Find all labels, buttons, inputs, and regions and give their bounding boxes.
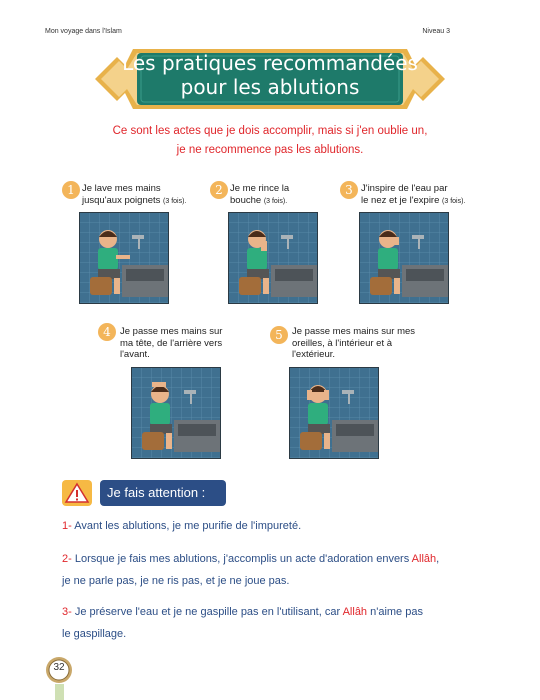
step-number-1: 1 xyxy=(62,181,80,199)
step-3-line-2: le nez et je l'expire xyxy=(361,194,440,206)
rule-3-text-end: n'aime pas xyxy=(367,606,423,618)
intro-line-2: je ne recommence pas les ablutions. xyxy=(176,144,364,156)
step-3-illustration xyxy=(359,212,449,304)
title-line-2: pour les ablutions xyxy=(180,75,360,99)
step-5-illustration xyxy=(289,367,379,459)
rule-3-text: Je préserve l'eau et je ne gaspille pas en l'utilisant, car xyxy=(71,606,343,618)
attention-heading: Je fais attention : xyxy=(100,480,226,506)
step-3-note: (3 fois). xyxy=(442,197,466,205)
step-5-line-2: oreilles, à l'intérieur et à xyxy=(292,337,393,349)
step-text-2 xyxy=(230,183,340,207)
step-1-line-1: Je lave mes mains xyxy=(82,183,161,194)
rule-2 xyxy=(62,548,482,592)
step-text-1 xyxy=(82,183,202,207)
step-4-line-2: ma tête, de l'arrière vers xyxy=(120,337,223,349)
rule-1 xyxy=(62,515,482,537)
rule-3 xyxy=(62,601,482,645)
step-2-line-1: Je me rince la xyxy=(230,183,290,194)
rule-3-index: 3- xyxy=(62,606,72,618)
step-number-3: 3 xyxy=(340,181,358,199)
step-1-note: (3 fois). xyxy=(163,197,187,205)
step-3-line-1: J'inspire de l'eau par xyxy=(361,183,448,194)
title-banner xyxy=(95,43,445,115)
step-number-4: 4 xyxy=(98,323,116,341)
step-text-3 xyxy=(361,183,491,207)
step-number-2: 2 xyxy=(210,181,228,199)
step-2-line-2: bouche xyxy=(230,194,262,206)
rule-3-line-2: le gaspillage. xyxy=(62,628,127,640)
step-4-line-1: Je passe mes mains sur xyxy=(120,326,223,337)
step-2-note: (3 fois). xyxy=(263,197,288,205)
warning-icon xyxy=(62,480,92,506)
step-5-line-1: Je passe mes mains sur mes xyxy=(292,326,416,337)
step-2-illustration xyxy=(228,212,318,304)
rule-3-allah: Allâh xyxy=(342,606,368,618)
title-line-1: Les pratiques recommandées xyxy=(122,51,418,75)
rule-1-index: 1- xyxy=(62,520,72,532)
step-1-illustration xyxy=(79,212,169,304)
step-text-4 xyxy=(120,326,260,361)
rule-2-text: Lorsque je fais mes ablutions, j'accomplis un acte d'adoration envers xyxy=(71,553,412,565)
rule-2-index: 2- xyxy=(62,553,72,565)
level-label: Niveau 3 xyxy=(422,28,450,35)
page-number: 32 xyxy=(53,662,65,673)
step-1-line-2: jusqu'aux poignets xyxy=(82,194,161,206)
book-title: Mon voyage dans l'Islam xyxy=(45,28,122,35)
step-5-line-3: l'extérieur. xyxy=(292,349,336,360)
intro-text xyxy=(60,122,480,160)
page-title xyxy=(95,51,445,99)
step-text-5 xyxy=(292,326,442,361)
step-4-line-3: l'avant. xyxy=(120,349,150,360)
rule-1-text: Avant les ablutions, je me purifie de l'impureté. xyxy=(71,520,302,532)
rule-2-text-end: , xyxy=(436,553,440,565)
step-number-5: 5 xyxy=(270,326,288,344)
rule-2-allah: Allâh xyxy=(411,553,437,565)
rule-2-line-2: je ne parle pas, je ne ris pas, et je ne joue pas. xyxy=(62,575,290,587)
step-4-illustration xyxy=(131,367,221,459)
page-bar xyxy=(55,684,64,700)
intro-line-1: Ce sont les actes que je dois accomplir, mais si j'en oublie un, xyxy=(112,125,428,137)
